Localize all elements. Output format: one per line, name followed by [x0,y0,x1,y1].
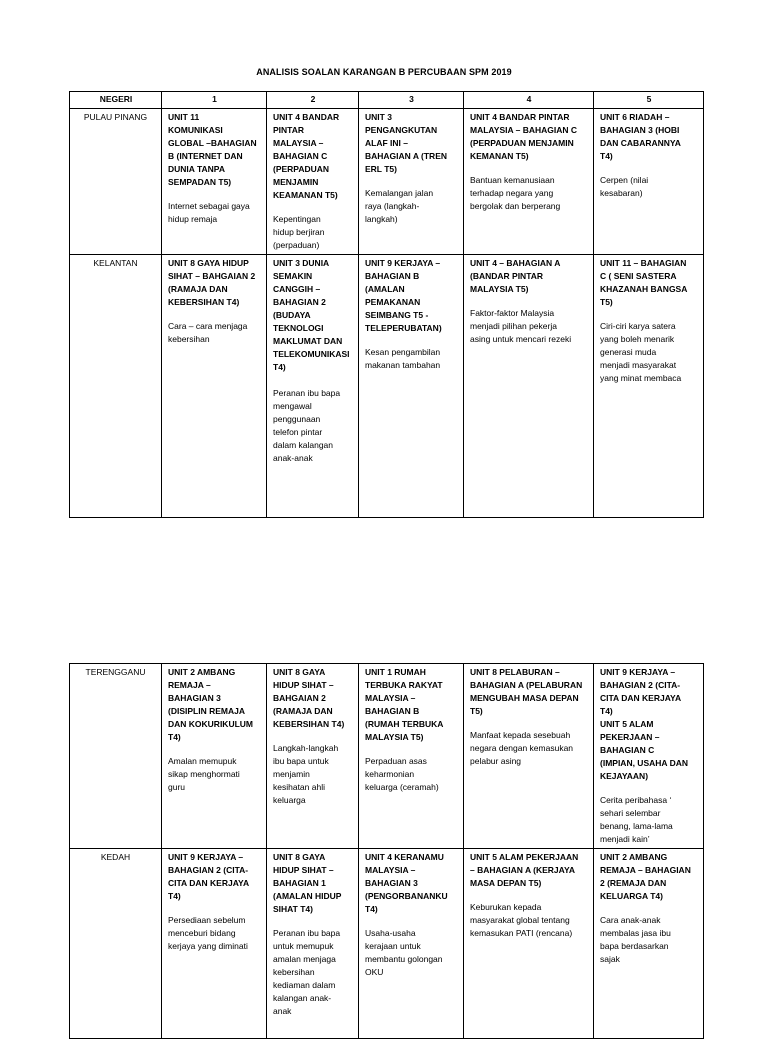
unit-heading: UNIT 9 KERJAYA – BAHAGIAN 2 (CITA- CITA DAN KERJAYA T4) [168,852,250,901]
table-cell [267,664,359,849]
state-name: TERENGGANU [70,664,162,849]
table-row [70,664,704,849]
table-cell [464,849,594,1039]
topic-text: Cerita peribahasa ‘ sehari selembar benang, lama-lama menjadi kain’ [600,795,673,844]
topic-text: Perpaduan asas keharmonian keluarga (ceramah) [365,756,439,792]
topic-text: Peranan ibu bapa mengawal penggunaan telefon pintar dalam kalangan anak-anak [273,388,341,463]
table-cell [464,109,594,255]
table-cell [594,109,704,255]
unit-heading: UNIT 5 ALAM PEKERJAAN – BAHAGIAN A (KERJAYA MASA DEPAN T5) [470,852,579,888]
topic-text: Internet sebagai gaya hidup remaja [168,201,250,224]
table-cell [594,849,704,1039]
header-col-5: 5 [594,92,704,109]
unit-heading: UNIT 4 KERANAMU MALAYSIA – BAHAGIAN 3 (PENGORBANANKU T4) [365,852,448,914]
topic-text: Manfaat kepada sesebuah negara dengan kemasukan pelabur asing [470,730,574,766]
topic-text: Amalan memupuk sikap menghormati guru [168,756,240,792]
unit-heading: UNIT 8 PELABURAN – BAHAGIAN A (PELABURAN MENGUBAH MASA DEPAN T5) [470,667,583,716]
topic-text: Ciri-ciri karya satera yang boleh menarik generasi muda menjadi masyarakat yang minat membaca [600,321,682,383]
state-name: KELANTAN [70,255,162,518]
topic-text: Cara anak-anak membalas jasa ibu bapa berdasarkan sajak [600,915,671,964]
topic-text: Bantuan kemanusiaan terhadap negara yang bergolak dan berperang [470,175,561,211]
unit-heading: UNIT 11 KOMUNIKASI GLOBAL –BAHAGIAN B (INTERNET DAN DUNIA TANPA SEMPADAN T5) [168,112,257,187]
table-cell [162,849,267,1039]
topic-text: Kemalangan jalan raya (langkah- langkah) [365,188,434,224]
unit-heading: UNIT 4 BANDAR PINTAR MALAYSIA – BAHAGIAN C (PERPADUAN MENJAMIN KEAMANAN T5) [273,112,340,200]
topic-text: Kesan pengambilan makanan tambahan [365,347,441,370]
document-title: ANALISIS SOALAN KARANGAN B PERCUBAAN SPM 2019 [256,67,512,77]
table-cell [359,664,464,849]
unit-heading: UNIT 6 RIADAH – BAHAGIAN 3 (HOBI DAN CABARANNYA T4) [600,112,681,161]
header-row [70,92,704,109]
table-row [70,255,704,518]
topic-text: Langkah-langkah ibu bapa untuk menjamin kesihatan ahli keluarga [273,743,339,805]
unit-heading: UNIT 2 AMBANG REMAJA – BAHAGIAN 3 (DISIPLIN REMAJA DAN KOKURIKULUM T4) [168,667,253,742]
table-cell [162,664,267,849]
analysis-table-bottom [69,663,704,1039]
topic-text: Cerpen (nilai kesabaran) [600,175,649,198]
table-cell [359,849,464,1039]
unit-heading: UNIT 4 BANDAR PINTAR MALAYSIA – BAHAGIAN C (PERPADUAN MENJAMIN KEMANAN T5) [470,112,578,161]
table-cell [594,255,704,518]
unit-heading: UNIT 3 DUNIA SEMAKIN CANGGIH – BAHAGIAN 2 (BUDAYA TEKNOLOGI MAKLUMAT DAN TELEKOMUNIKASI T4) [273,258,350,372]
header-col-1: 1 [162,92,267,109]
unit-heading: UNIT 4 – BAHAGIAN A (BANDAR PINTAR MALAYSIA T5) [470,258,561,294]
state-name: PULAU PINANG [70,109,162,255]
unit-heading: UNIT 1 RUMAH TERBUKA RAKYAT MALAYSIA – BAHAGIAN B (RUMAH TERBUKA MALAYSIA T5) [365,667,444,742]
unit-heading: UNIT 9 KERJAYA – BAHAGIAN 2 (CITA- CITA DAN KERJAYA T4) UNIT 5 ALAM PEKERJAAN – BAHAGIAN C (IMPIAN, USAHA DAN KEJAYAAN) [600,667,688,781]
table-cell [162,255,267,518]
topic-text: Usaha-usaha kerajaan untuk membantu golongan OKU [365,928,443,977]
table-cell [162,109,267,255]
unit-heading: UNIT 8 GAYA HIDUP SIHAT – BAHGAIAN 2 (RAMAJA DAN KEBERSIHAN T4) [273,667,345,729]
unit-heading: UNIT 8 GAYA HIDUP SIHAT – BAHAGIAN 1 (AMALAN HIDUP SIHAT T4) [273,852,342,914]
table-cell [267,849,359,1039]
state-name: KEDAH [70,849,162,1039]
table-row [70,849,704,1039]
table-cell [464,664,594,849]
topic-text: Kepentingan hidup berjiran (perpaduan) [273,214,325,250]
unit-heading: UNIT 8 GAYA HIDUP SIHAT – BAHGAIAN 2 (RAMAJA DAN KEBERSIHAN T4) [168,258,256,307]
table-row [70,109,704,255]
unit-heading: UNIT 11 – BAHAGIAN C ( SENI SASTERA KHAZANAH BANGSA T5) [600,258,688,307]
topic-text: Persediaan sebelum menceburi bidang kerjaya yang diminati [168,915,248,951]
topic-text: Peranan ibu bapa untuk memupuk amalan menjaga kebersihan kediaman dalam kalangan anak- anak [273,928,341,1016]
header-col-4: 4 [464,92,594,109]
unit-heading: UNIT 2 AMBANG REMAJA – BAHAGIAN 2 (REMAJA DAN KELUARGA T4) [600,852,691,901]
topic-text: Faktor-faktor Malaysia menjadi pilihan pekerja asing untuk mencari rezeki [470,308,572,344]
table-cell [359,255,464,518]
table-cell [267,109,359,255]
header-col-3: 3 [359,92,464,109]
unit-heading: UNIT 9 KERJAYA – BAHAGIAN B (AMALAN PEMAKANAN SEIMBANG T5 - TELEPERUBATAN) [365,258,442,333]
header-negeri: NEGERI [70,92,162,109]
table-cell [359,109,464,255]
topic-text: Cara – cara menjaga kebersihan [168,321,248,344]
table-cell [267,255,359,518]
unit-heading: UNIT 3 PENGANGKUTAN ALAF INI – BAHAGIAN A (TREN ERL T5) [365,112,448,174]
table-cell [594,664,704,849]
table-cell [464,255,594,518]
header-col-2: 2 [267,92,359,109]
topic-text: Keburukan kepada masyarakat global tentang kemasukan PATI (rencana) [470,902,573,938]
analysis-table-top [69,91,704,518]
